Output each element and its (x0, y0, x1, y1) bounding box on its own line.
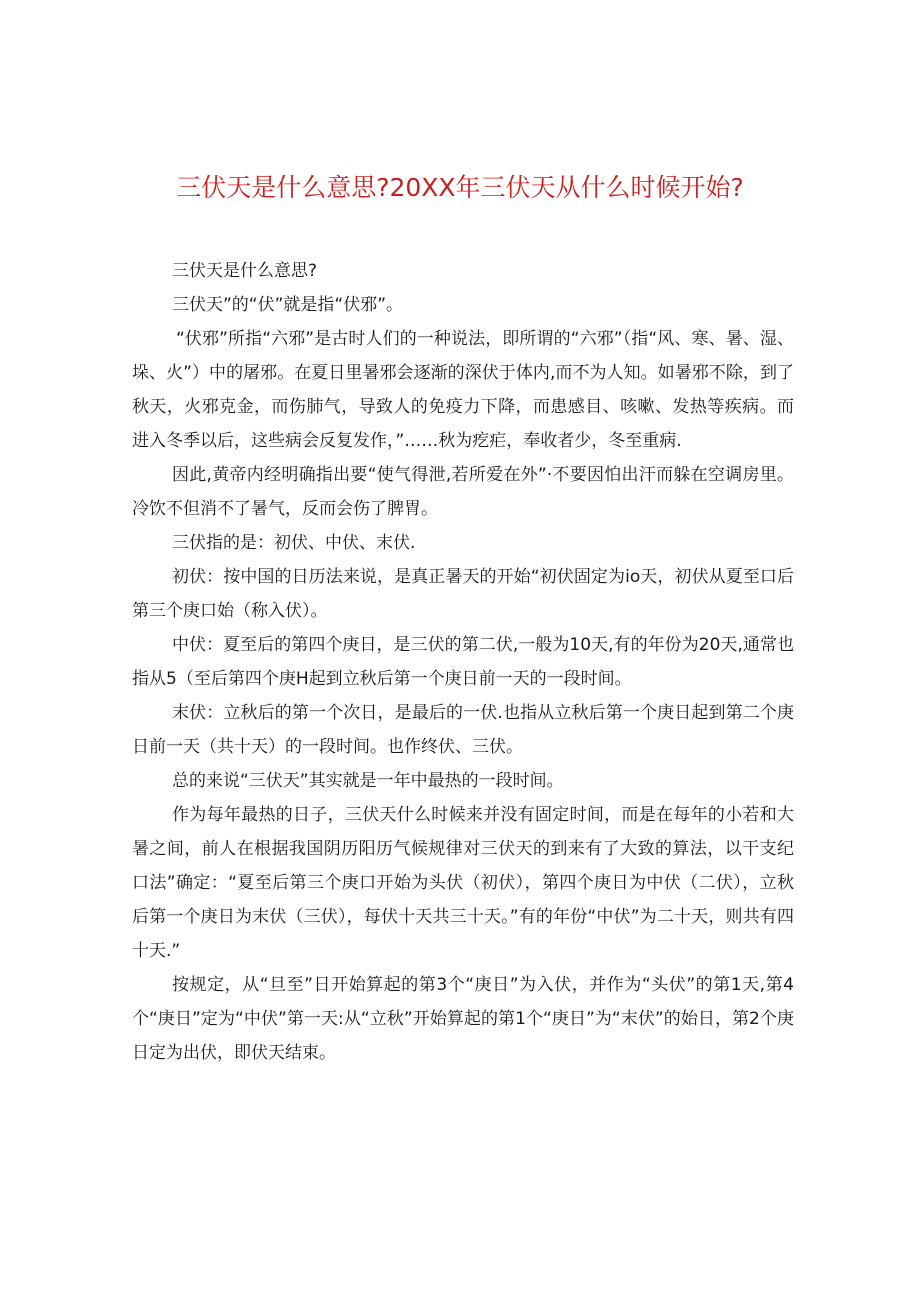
paragraph: 末伏：立秋后的第一个次日，是最后的一伏.也指从立秋后第一个庚日起到第二个庚日前一天（共十天）的一段时间。也作终伏、三伏。 (132, 703, 794, 757)
paragraph: 因此,黄帝内经明确指出要“使气得泄,若所爱在外”·不要因怕出汗而躲在空调房里。冷饮不但消不了暑气，反而会伤了脾胃。 (132, 465, 794, 519)
paragraph: 作为每年最热的日子，三伏天什么时候来并没有固定时间，而是在每年的小若和大暑之间，前人在根据我国阴历阳历气候规律对三伏天的到来有了大致的算法，以干支纪口法”确定：“夏至后第三个庚口开始为头伏（初伏），第四个庚日为中伏（二伏），立秋后第一个庚日为末伏（三伏），每伏十天共三十天。”有的年份“中伏”为二十天，则共有四十天.” (132, 805, 794, 961)
paragraph: 中伏：夏至后的第四个庚日，是三伏的第二伏,一般为10天,有的年份为20天,通常也指从5（至后第四个庚H起到立秋后第一个庚日前一天的一段时间。 (132, 635, 794, 689)
paragraph: 总的来说“三伏天”其实就是一年中最热的一段时间。 (172, 771, 564, 791)
paragraph: 三伏天是什么意思? (172, 261, 318, 281)
paragraph: 三伏天”的“伏”就是指“伏邪”。 (172, 295, 404, 315)
document-body (132, 254, 794, 1070)
document-title: 三伏天是什么意思?20XX年三伏天从什么时候开始? (176, 173, 744, 202)
paragraph: 按规定，从“旦至”日开始算起的第3个“庚日”为入伏，并作为“头伏”的第1天,第4个“庚日”定为“中伏”第一天:从“立秋”开始算起的第1个“庚日”为“末伏”的始日，第2个庚日定为出伏，即伏天结束。 (132, 975, 794, 1063)
paragraph: 三伏指的是：初伏、中伏、末伏. (172, 533, 416, 553)
paragraph: “伏邪”所指“六邪”是古时人们的一种说法，即所谓的“六邪”（指“风、寒、暑、湿、垛、火”）中的屠邪。在夏日里暑邪会逐渐的深伏于体内,而不为人知。如暑邪不除，到了秋天，火邪克金，而伤肺气，导致人的免疫力下降，而患感目、咳嗽、发热等疾病。而进入冬季以后，这些病会反复发作，”……秋为疙疟，奉收者少，冬至重病. (132, 329, 794, 451)
paragraph: 初伏：按中国的日历法来说，是真正暑天的开始“初伏固定为io天，初伏从夏至口后第三个庚口始（称入伏）。 (132, 567, 794, 621)
